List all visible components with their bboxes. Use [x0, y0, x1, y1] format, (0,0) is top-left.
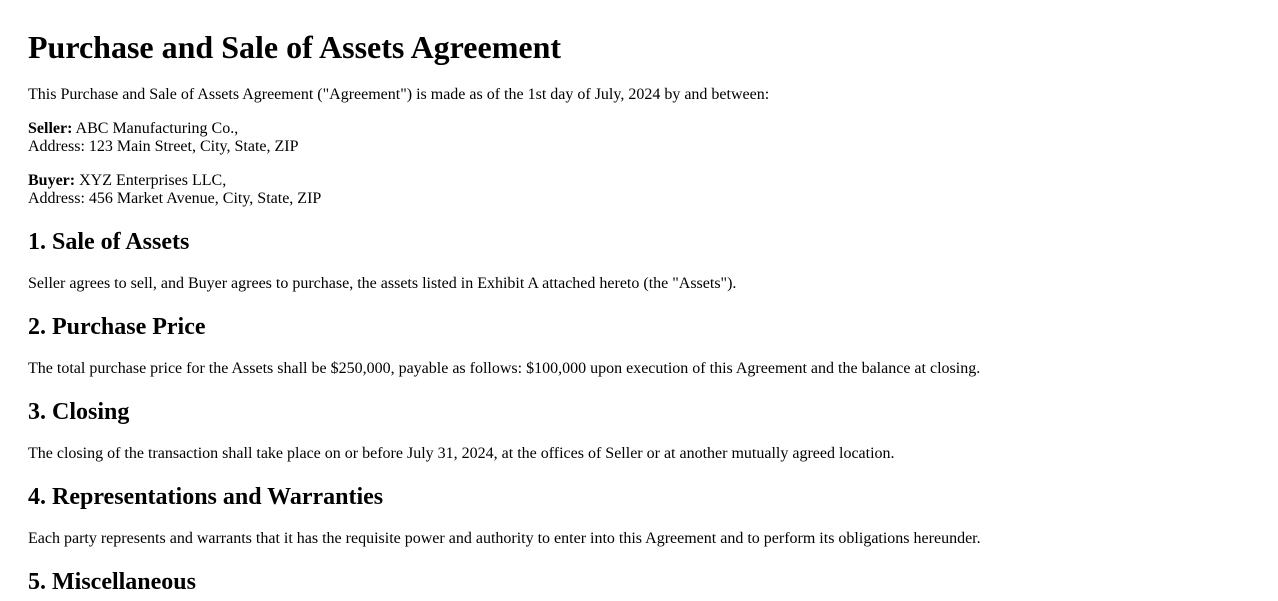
page-title: Purchase and Sale of Assets Agreement: [28, 29, 562, 65]
seller-name: ABC Manufacturing Co.,: [72, 120, 239, 137]
buyer-name: XYZ Enterprises LLC,: [75, 172, 227, 189]
intro-paragraph: This Purchase and Sale of Assets Agreement ("Agreement") is made as of the 1st day of July, 2024 by and between:: [28, 86, 770, 103]
section-body-sale-of-assets: Seller agrees to sell, and Buyer agrees to purchase, the assets listed in Exhibit A attached hereto (the "Assets").: [28, 275, 737, 292]
seller-block: [28, 120, 299, 156]
buyer-block: [28, 172, 321, 208]
section-body-representations-warranties: Each party represents and warrants that it has the requisite power and authority to enter into this Agreement and to perform its obligations hereunder.: [28, 530, 981, 547]
section-heading-miscellaneous: 5. Miscellaneous: [28, 569, 196, 595]
seller-label: Seller:: [28, 120, 73, 137]
seller-address: Address: 123 Main Street, City, State, ZIP: [28, 138, 299, 155]
section-heading-purchase-price: 2. Purchase Price: [28, 314, 206, 340]
buyer-address: Address: 456 Market Avenue, City, State, ZIP: [28, 190, 322, 207]
section-heading-representations-warranties: 4. Representations and Warranties: [28, 484, 384, 510]
buyer-label: Buyer:: [28, 172, 76, 189]
section-heading-sale-of-assets: 1. Sale of Assets: [28, 229, 190, 255]
section-heading-closing: 3. Closing: [28, 399, 130, 425]
section-body-closing: The closing of the transaction shall take place on or before July 31, 2024, at the offices of Seller or at another mutually agreed location.: [28, 445, 895, 462]
section-body-purchase-price: The total purchase price for the Assets shall be $250,000, payable as follows: $100,000 upon execution of this Agreement and the balance at closing.: [28, 360, 981, 377]
